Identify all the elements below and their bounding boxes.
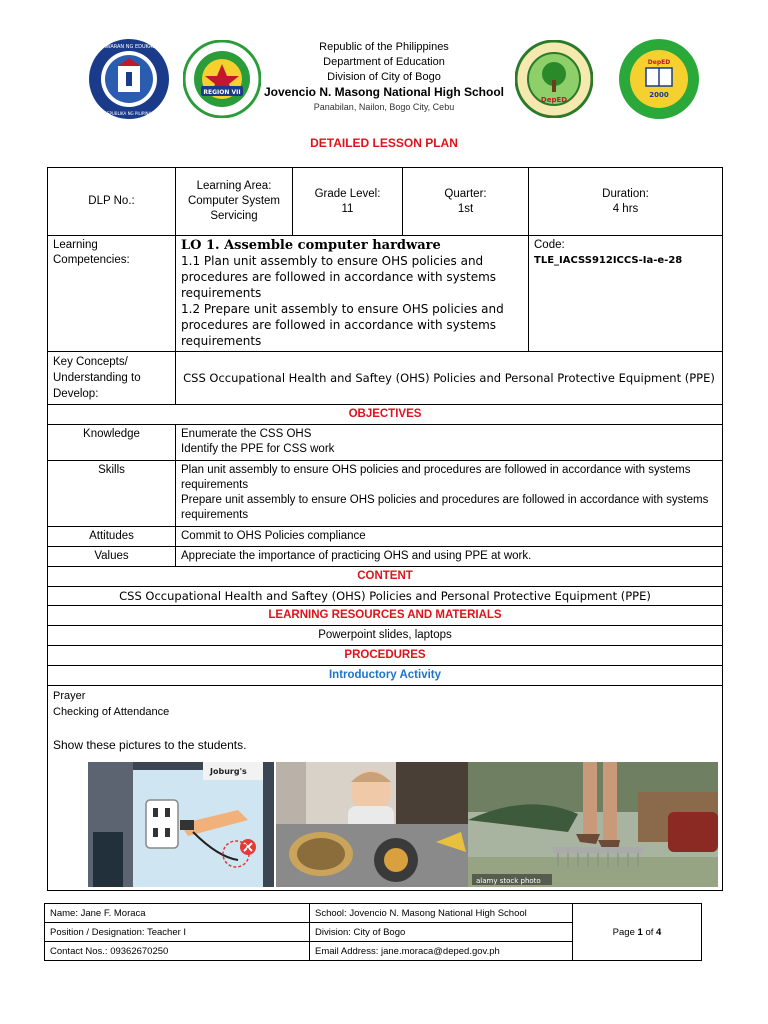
resources-heading-row [48, 606, 723, 626]
dlp-label: DLP No.: [88, 195, 135, 207]
knowledge-item-2: Identify the PPE for CSS work [181, 443, 335, 455]
competencies-content [176, 236, 529, 352]
division-field: Division: City of Bogo [310, 923, 573, 942]
footer-info-table [44, 903, 702, 961]
knowledge-content [176, 425, 723, 461]
page-indicator [573, 904, 702, 961]
prayer-line: Prayer [53, 690, 86, 702]
values-row [48, 547, 723, 567]
duration-cell [529, 168, 723, 236]
skills-row [48, 461, 723, 527]
code-value: TLE_IACSS912ICCS-Ia-e-28 [534, 255, 683, 266]
learning-area-label: Learning Area: [196, 180, 272, 192]
learning-area-cell [176, 168, 293, 236]
page-word: Page [612, 926, 635, 938]
svg-text:2000: 2000 [649, 91, 669, 99]
duration-label: Duration: [602, 187, 649, 200]
division-line: Division of City of Bogo [327, 71, 441, 83]
attitudes-row [48, 527, 723, 547]
values-value: Appreciate the importance of practicing OHS and using PPE at work. [176, 547, 723, 567]
resources-heading: LEARNING RESOURCES AND MATERIALS [48, 606, 723, 626]
attitudes-label: Attitudes [48, 527, 176, 547]
content-heading: CONTENT [48, 567, 723, 587]
resources-value-row [48, 626, 723, 646]
objectives-heading-row [48, 405, 723, 425]
school-field: School: Jovencio N. Masong National High School [310, 904, 573, 923]
grade-level-cell [293, 168, 403, 236]
attendance-line: Checking of Attendance [53, 706, 170, 718]
child-near-stove-image [276, 762, 468, 887]
quarter-cell [403, 168, 529, 236]
values-label: Values [48, 547, 176, 567]
skills-item-2: Prepare unit assembly to ensure OHS policies and procedures are followed in accordance with systems requirements [181, 494, 709, 521]
knowledge-item-1: Enumerate the CSS OHS [181, 428, 312, 440]
dlp-number-cell [48, 168, 176, 236]
page-of: of [645, 926, 654, 938]
letterhead-text [250, 40, 518, 115]
procedures-heading-row [48, 646, 723, 666]
duration-value: 4 hrs [612, 202, 639, 215]
content-value-row [48, 587, 723, 606]
resources-value: Powerpoint slides, laptops [48, 626, 723, 646]
contact-field: Contact Nos.: 09362670250 [45, 942, 310, 961]
teacher-name: Name: Jane F. Moraca [45, 904, 310, 923]
page-total: 4 [656, 926, 662, 938]
footer-row-1 [45, 904, 702, 923]
content-heading-row [48, 567, 723, 587]
page-current: 1 [637, 926, 643, 938]
skills-label: Skills [48, 461, 176, 527]
school-address: Panabilan, Nailon, Bogo City, Cebu [313, 102, 455, 112]
svg-text:REPUBLIKA NG PILIPINAS: REPUBLIKA NG PILIPINAS [104, 111, 154, 116]
knowledge-row [48, 425, 723, 461]
svg-text:DepED: DepED [647, 59, 671, 66]
svg-text:KAGAWARAN NG EDUKASYON: KAGAWARAN NG EDUKASYON [92, 44, 166, 50]
position-field: Position / Designation: Teacher I [45, 923, 310, 942]
show-pictures-line: Show these pictures to the students. [53, 738, 247, 752]
key-concepts-label: Key Concepts/ Understanding to Develop: [48, 352, 176, 405]
svg-text:REGION VII: REGION VII [203, 89, 241, 96]
key-concepts-row [48, 352, 723, 405]
code-label: Code: [534, 239, 565, 251]
letterhead [0, 38, 768, 122]
school-name: Jovencio N. Masong National High School [263, 85, 505, 99]
objectives-heading: OBJECTIVES [48, 405, 723, 425]
electrical-hazard-image [88, 762, 274, 887]
grade-level-label: Grade Level: [314, 187, 381, 200]
department-line: Department of Education [323, 56, 445, 68]
email-field: Email Address: jane.moraca@deped.gov.ph [310, 942, 573, 961]
attitudes-value: Commit to OHS Policies compliance [176, 527, 723, 547]
quarter-value: 1st [457, 202, 474, 215]
header-info-row [48, 168, 723, 236]
introductory-activity-heading: Introductory Activity [48, 666, 723, 686]
learning-area-value: Computer System Servicing [187, 195, 281, 222]
content-value: CSS Occupational Health and Saftey (OHS) Policies and Personal Protective Equipment (PPE) [48, 587, 723, 606]
intro-heading-row [48, 666, 723, 686]
plan-title: DETAILED LESSON PLAN [310, 136, 458, 150]
competency-item-1: 1.1 Plan unit assembly to ensure OHS policies and procedures are followed in accordance with systems requirements [181, 254, 497, 300]
republic-line: Republic of the Philippines [319, 41, 449, 53]
key-concepts-value: CSS Occupational Health and Saftey (OHS) Policies and Personal Protective Equipment (PPE) [176, 352, 723, 405]
deped-seal-logo [88, 38, 170, 120]
competencies-row [48, 236, 723, 352]
skills-item-1: Plan unit assembly to ensure OHS policies and procedures are followed in accordance with systems requirements [181, 464, 691, 491]
svg-text:DepED: DepED [540, 96, 568, 104]
knowledge-label: Knowledge [48, 425, 176, 461]
safety-pictures-strip [88, 762, 718, 887]
svg-text:Joburg's: Joburg's [210, 767, 247, 776]
photo-credit: alamy stock photo [476, 877, 541, 885]
school-seal-logo [618, 38, 700, 120]
grade-level-value: 11 [341, 202, 354, 215]
competency-item-2: 1.2 Prepare unit assembly to ensure OHS policies and procedures are followed in accordance with systems requirements [181, 302, 504, 348]
code-cell [529, 236, 723, 352]
quarter-label: Quarter: [444, 187, 487, 200]
rake-trip-hazard-image [468, 762, 718, 887]
procedures-heading: PROCEDURES [48, 646, 723, 666]
skills-content [176, 461, 723, 527]
learning-outcome-heading: LO 1. Assemble computer hardware [181, 238, 441, 253]
competencies-label: Learning Competencies: [48, 236, 176, 352]
division-seal-logo [515, 40, 593, 118]
